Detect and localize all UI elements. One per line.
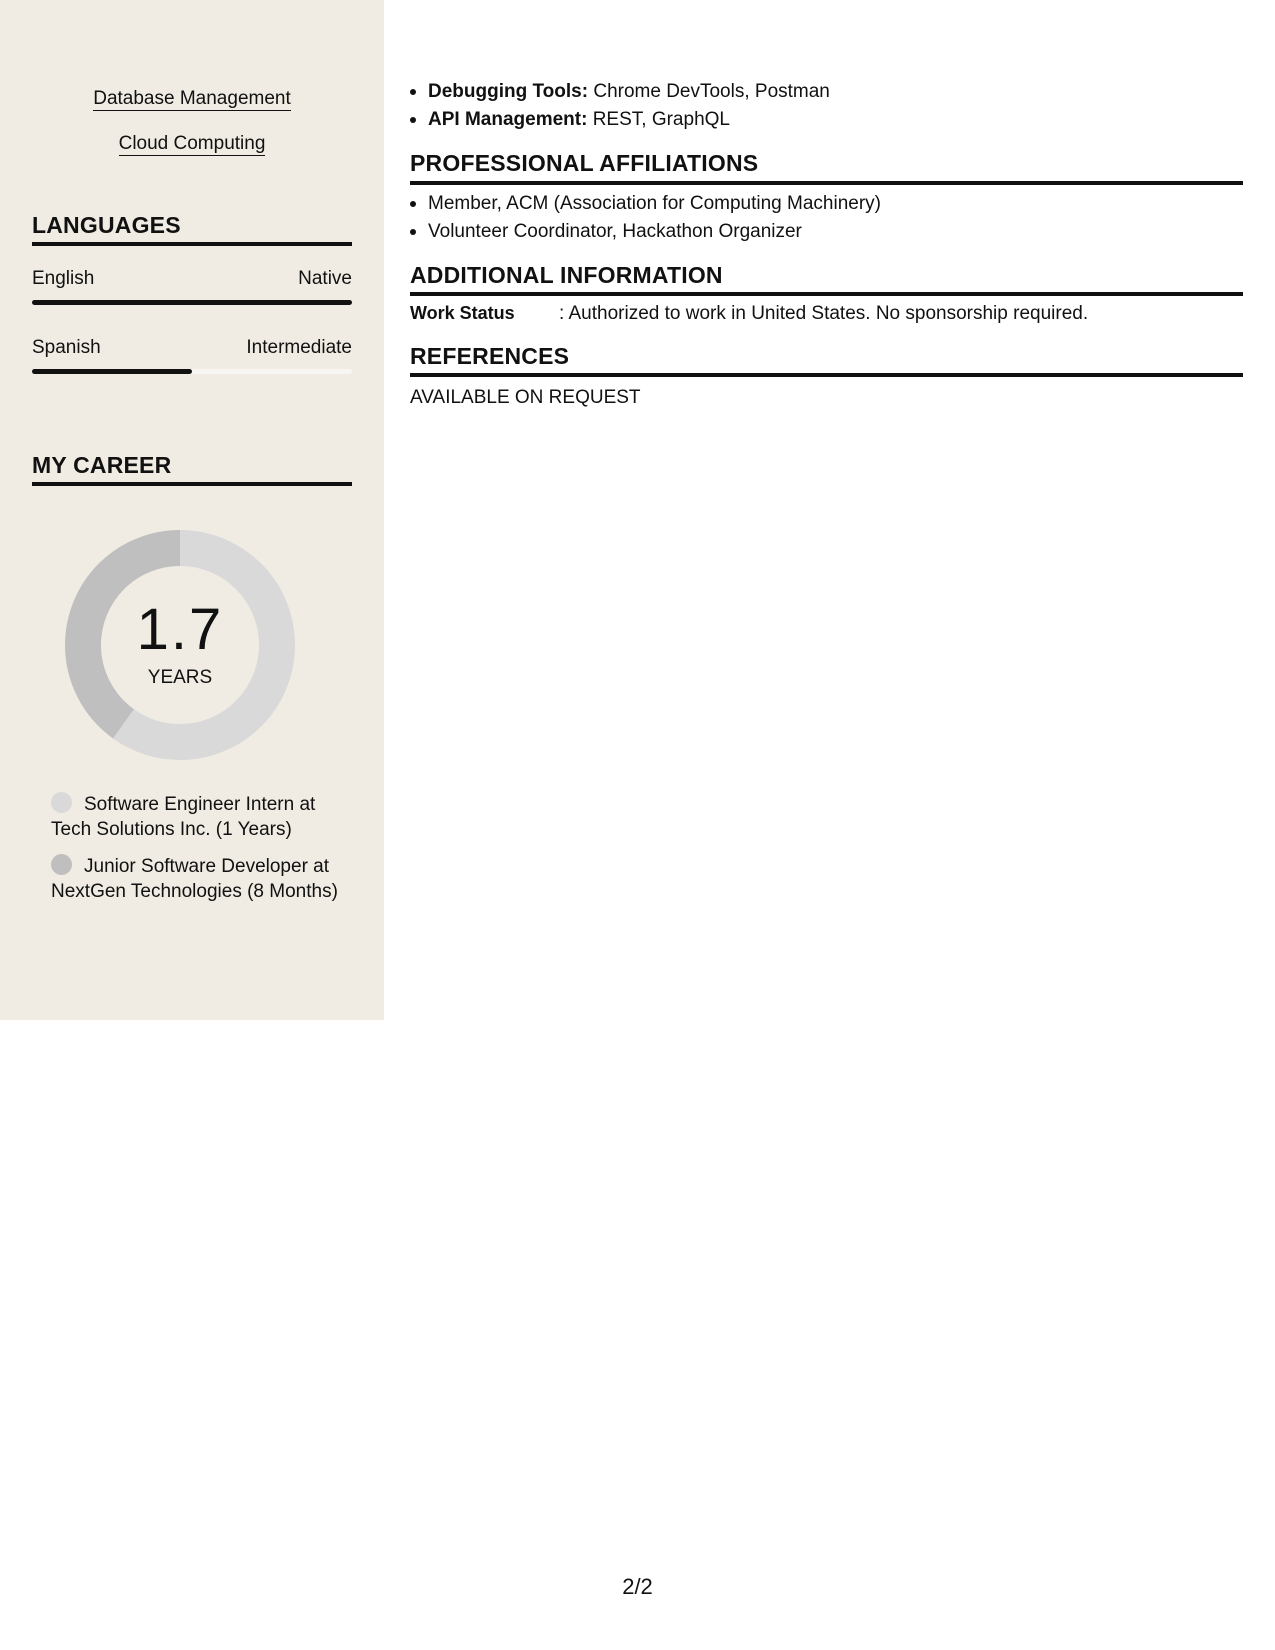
list-item: Debugging Tools: Chrome DevTools, Postman bbox=[428, 78, 830, 106]
affiliations-heading-rule bbox=[410, 181, 1243, 185]
language-level: Native bbox=[298, 268, 352, 289]
affiliations-heading: PROFESSIONAL AFFILIATIONS bbox=[410, 150, 759, 176]
legend-dot bbox=[51, 854, 72, 875]
legend-dot bbox=[51, 792, 72, 813]
language-row-english bbox=[32, 268, 352, 290]
work-status-value: : Authorized to work in United States. No sponsorship required. bbox=[559, 303, 1089, 324]
references-text: AVAILABLE ON REQUEST bbox=[410, 387, 641, 408]
career-heading: MY CAREER bbox=[32, 452, 172, 478]
language-bar-spanish bbox=[32, 369, 352, 374]
sidebar bbox=[0, 0, 384, 1020]
language-name: English bbox=[32, 268, 95, 289]
language-bar-fill bbox=[32, 369, 192, 374]
language-name: Spanish bbox=[32, 337, 101, 358]
work-status-label: Work Status bbox=[410, 303, 515, 323]
language-level: Intermediate bbox=[246, 337, 352, 358]
language-bar-english bbox=[32, 300, 352, 305]
language-row-spanish bbox=[32, 337, 352, 359]
career-total-years: 1.7 bbox=[136, 597, 224, 662]
career-legend-item: Software Engineer Intern at Tech Solutions Inc. (1 Years) bbox=[51, 794, 316, 840]
additional-info-heading: ADDITIONAL INFORMATION bbox=[410, 262, 723, 288]
skill-link-cloud-computing[interactable]: Cloud Computing bbox=[118, 133, 266, 154]
languages-heading-rule bbox=[32, 242, 352, 246]
list-item: API Management: REST, GraphQL bbox=[428, 106, 830, 134]
references-heading: REFERENCES bbox=[410, 343, 570, 369]
skill-link-database-management[interactable]: Database Management bbox=[93, 88, 291, 109]
career-heading-rule bbox=[32, 482, 352, 486]
page-number: 2/2 bbox=[622, 1574, 653, 1599]
skills-list bbox=[428, 78, 830, 134]
career-legend-item: Junior Software Developer at NextGen Technologies (8 Months) bbox=[51, 856, 338, 902]
career-total-unit: YEARS bbox=[147, 667, 213, 688]
list-item: Volunteer Coordinator, Hackathon Organizer bbox=[428, 218, 881, 246]
language-bar-fill bbox=[32, 300, 352, 305]
languages-heading: LANGUAGES bbox=[32, 212, 181, 238]
references-heading-rule bbox=[410, 373, 1243, 377]
additional-info-heading-rule bbox=[410, 292, 1243, 296]
list-item: Member, ACM (Association for Computing Machinery) bbox=[428, 190, 881, 218]
affiliations-list bbox=[428, 190, 881, 246]
